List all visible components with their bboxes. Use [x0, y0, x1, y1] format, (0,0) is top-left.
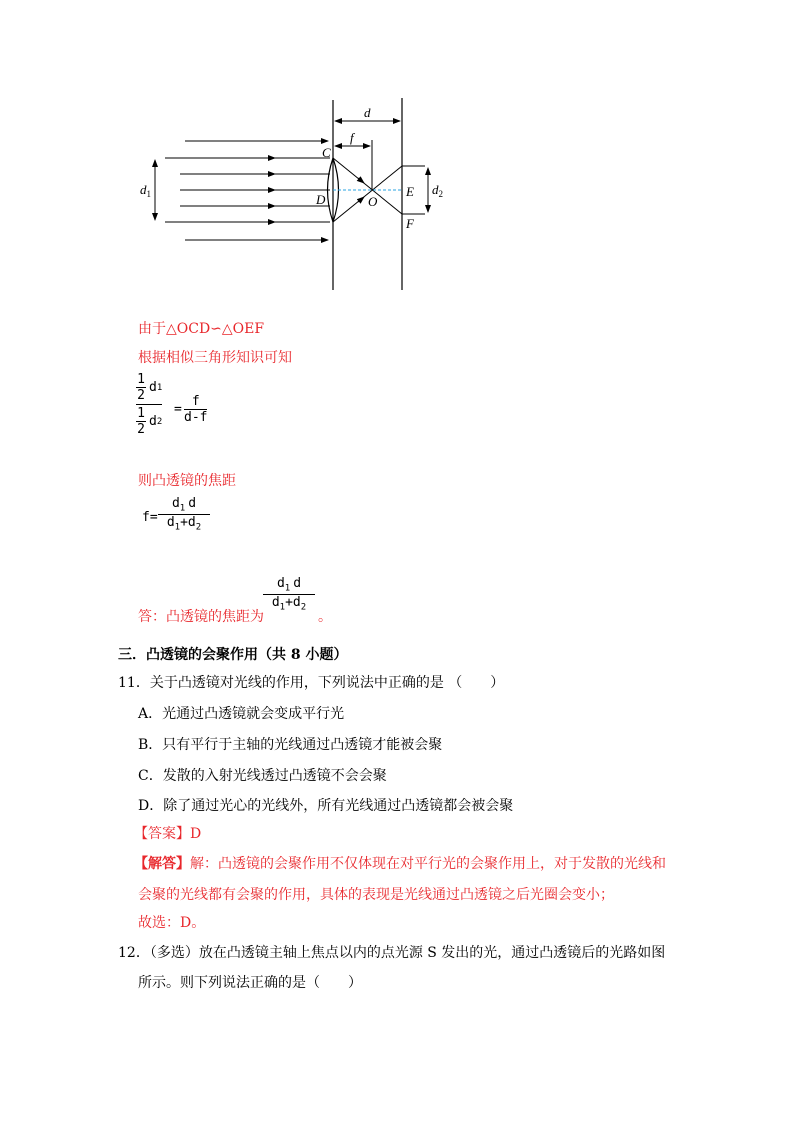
- q11-stem: 11．关于凸透镜对光线的作用，下列说法中正确的是 （ ）: [118, 675, 505, 691]
- equation-focal-length: f= $d_1$ d $d_1+d_2$: [142, 496, 232, 542]
- solution-line-theorem: 根据相似三角形知识可知: [138, 350, 292, 366]
- q11-analysis-line2: 会聚的光线都有会聚的作用，具体的表现是光线通过凸透镜之后光圈会变小；: [138, 887, 614, 903]
- label-f: f: [350, 130, 354, 145]
- q12-stem-line2: 所示。则下列说法正确的是（ ）: [138, 975, 362, 991]
- section-title: 三．凸透镜的会聚作用（共 8 小题）: [118, 647, 348, 663]
- label-D: D: [316, 192, 326, 207]
- q11-answer: [134, 823, 201, 843]
- equation-ratio: 1 2 d 1 1 2 d 2 = f d-f: [137, 372, 208, 437]
- label-E: E: [406, 184, 414, 199]
- q11-analysis-line1: 【解答】解：凸透镜的会聚作用不仅体现在对平行光的会聚作用上，对于发散的光线和: [134, 856, 666, 872]
- q11-option-a: A．光通过凸透镜就会变成平行光: [138, 706, 345, 722]
- label-d: d: [364, 105, 371, 120]
- q12-stem-line1: 12．（多选）放在凸透镜主轴上焦点以内的点光源 S 发出的光，通过凸透镜后的光路如图: [118, 945, 666, 961]
- q11-answer-value: D: [190, 826, 202, 842]
- solution-answer-prefix: 答：凸透镜的焦距为: [138, 609, 264, 625]
- q11-option-d: D．除了通过光心的光线外，所有光线通过凸透镜都会被会聚: [138, 798, 514, 814]
- q11-option-c: C．发散的入射光线透过凸透镜不会会聚: [138, 768, 387, 784]
- label-d1: $d_1$: [140, 182, 151, 199]
- solution-answer-suffix: 。: [318, 609, 332, 625]
- label-F: F: [406, 216, 414, 231]
- equation-answer: $d_1$ d $d_1+d_2$: [263, 576, 315, 612]
- label-d2: $d_2$: [432, 182, 443, 199]
- label-C: C: [322, 145, 331, 160]
- q11-option-b: B．只有平行于主轴的光线通过凸透镜才能被会聚: [138, 737, 443, 753]
- solution-line-similar-triangles: 由于△OCD∽△OEF: [138, 321, 265, 337]
- solution-line-focal-length: 则凸透镜的焦距: [138, 473, 236, 489]
- q11-answer-label: 【答案】: [134, 826, 190, 842]
- lens-diagram: [120, 90, 460, 300]
- label-O: O: [368, 194, 378, 209]
- q11-choice: 故选：D。: [138, 915, 206, 931]
